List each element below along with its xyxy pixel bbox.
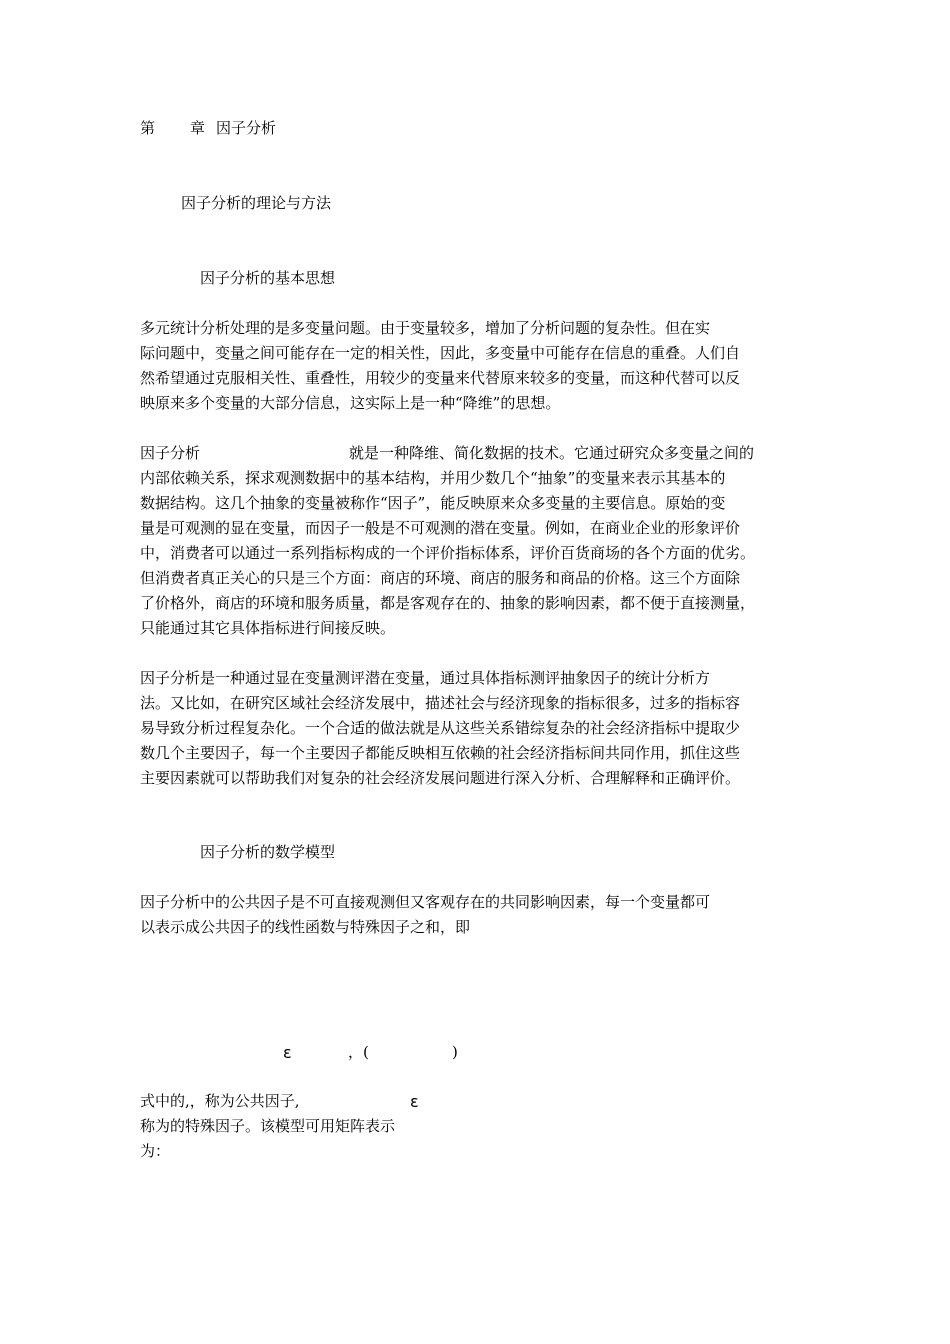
epsilon-symbol: ε [283, 1043, 292, 1062]
paragraph-line-tail: 就是一种降维、简化数据的技术。它通过研究众多变量之间的 [349, 444, 755, 462]
paragraph-line: 为： [140, 1142, 171, 1160]
paragraph-line: 内部依赖关系，探求观测数据中的基本结构，并用少数几个“抽象”的变量来表示其基本的 [140, 469, 726, 487]
paragraph-line: 易导致分析过程复杂化。一个合适的做法就是从这些关系错综复杂的社会经济指标中提取少 [140, 719, 741, 737]
epsilon-symbol: ε [410, 1092, 419, 1111]
paragraph-line: 因子分析中的公共因子是不可直接观测但又客观存在的共同影响因素，每一个变量都可 [140, 893, 711, 911]
paragraph-line: 但消费者真正关心的只是三个方面：商店的环境、商店的服务和商品的价格。这三个方面除 [140, 569, 741, 587]
chapter-suffix: 章 [190, 119, 206, 137]
paragraph-line: 数据结构。这几个抽象的变量被称作“因子”，能反映原来众多变量的主要信息。原始的变 [140, 494, 726, 512]
section-title: 因子分析的理论与方法 [181, 194, 332, 212]
paragraph-line: 多元统计分析处理的是多变量问题。由于变量较多，增加了分析问题的复杂性。但在实 [140, 319, 711, 337]
paragraph-line: 际问题中，变量之间可能存在一定的相关性，因此，多变量中可能存在信息的重叠。人们自 [140, 344, 741, 362]
paragraph-line-head: 因子分析 [140, 444, 201, 462]
chapter-prefix: 第 [140, 119, 156, 137]
paragraph-line: 映原来多个变量的大部分信息，这实际上是一种“降维”的思想。 [140, 394, 561, 412]
paragraph-line: 式中的,，称为公共因子, [140, 1092, 300, 1110]
formula-comma-paren: ，( [348, 1043, 369, 1061]
paragraph-line: 以表示成公共因子的线性函数与特殊因子之和，即 [140, 918, 471, 936]
paragraph-line: 因子分析是一种通过显在变量测评潜在变量，通过具体指标测评抽象因子的统计分析方 [140, 669, 711, 687]
formula-close-paren: ) [452, 1043, 458, 1061]
paragraph-line: 然希望通过克服相关性、重叠性，用较少的变量来代替原来较多的变量，而这种代替可以反 [140, 369, 741, 387]
paragraph-line: 称为的特殊因子。该模型可用矩阵表示 [140, 1117, 396, 1135]
paragraph-line: 数几个主要因子，每一个主要因子都能反映相互依赖的社会经济指标间共同作用，抓住这些 [140, 744, 741, 762]
chapter-title: 因子分析 [216, 119, 277, 137]
paragraph-line: 了价格外，商店的环境和服务质量，都是客观存在的、抽象的影响因素，都不便于直接测量， [140, 594, 756, 612]
paragraph-line: 法。又比如，在研究区域社会经济发展中，描述社会与经济现象的指标很多，过多的指标容 [140, 694, 741, 712]
paragraph-line: 只能通过其它具体指标进行间接反映。 [140, 619, 396, 637]
paragraph-line: 中，消费者可以通过一系列指标构成的一个评价指标体系，评价百货商场的各个方面的优劣。 [140, 544, 756, 562]
subsection-title-basic-idea: 因子分析的基本思想 [200, 269, 336, 287]
paragraph-line: 主要因素就可以帮助我们对复杂的社会经济发展问题进行深入分析、合理解释和正确评价。 [140, 769, 741, 787]
paragraph-line: 量是可观测的显在变量，而因子一般是不可观测的潜在变量。例如，在商业企业的形象评价 [140, 519, 741, 537]
subsection-title-math-model: 因子分析的数学模型 [200, 843, 336, 861]
